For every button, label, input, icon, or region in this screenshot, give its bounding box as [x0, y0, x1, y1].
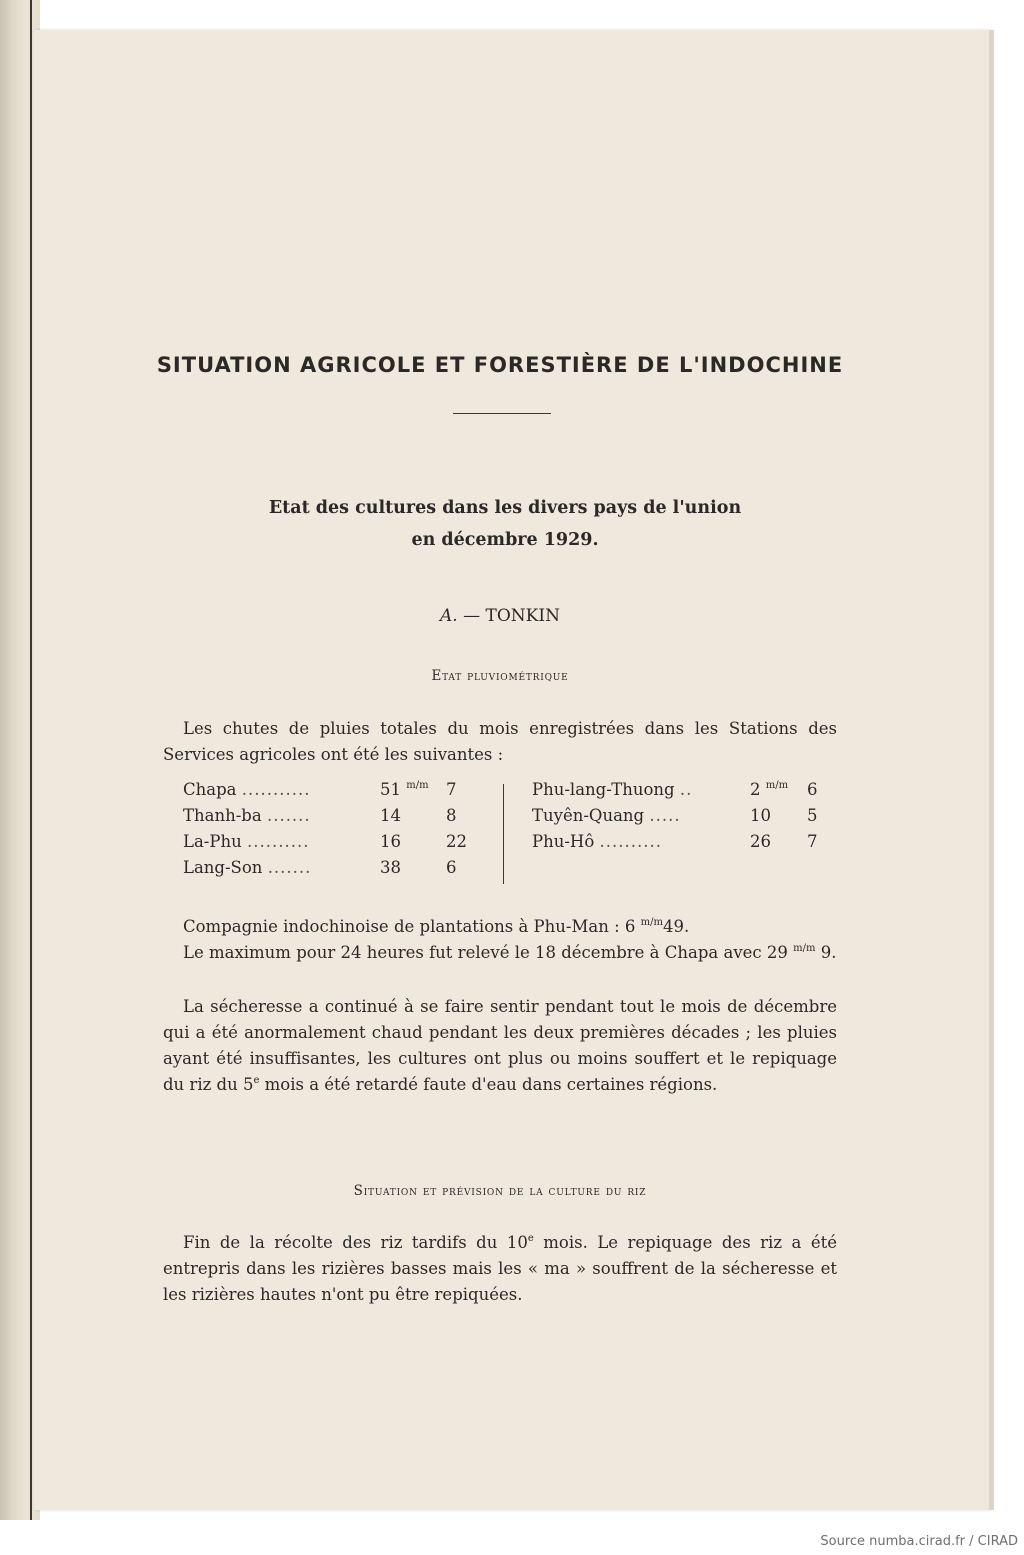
compagnie-paragraph	[163, 914, 837, 940]
maximum-text: Le maximum pour 24 heures fut relevé le 18 décembre à Chapa avec 29	[183, 943, 788, 962]
secheresse-paragraph	[163, 994, 837, 1098]
station-name: La-Phu	[183, 832, 242, 851]
unit-label: m/m	[793, 943, 816, 954]
section-letter: A.	[440, 606, 458, 626]
maximum-value: 9.	[820, 943, 837, 962]
station-name: Phu-lang-Thuong	[532, 780, 675, 799]
rainfall-table-left	[183, 780, 483, 884]
rainfall-decimal: 5	[807, 806, 818, 825]
rainfall-whole: 26	[750, 832, 771, 851]
station-name: Lang-Son	[183, 858, 263, 877]
section-name: — TONKIN	[463, 606, 560, 626]
page-edge	[989, 30, 994, 1510]
document-subtitle	[150, 492, 860, 556]
table-divider	[503, 784, 504, 884]
station-name: Chapa	[183, 780, 237, 799]
secheresse-text-end: mois a été retardé faute d'eau dans certaines régions.	[259, 1075, 718, 1094]
ordinal-suffix: e	[527, 1233, 534, 1244]
station-name: Thanh-ba	[183, 806, 262, 825]
dot-leaders: .....	[649, 806, 681, 825]
rainfall-decimal: 7	[807, 832, 818, 851]
rainfall-row	[532, 780, 832, 806]
document-title: SITUATION AGRICOLE ET FORESTIÈRE DE L'INDOCHINE	[156, 353, 844, 377]
rainfall-decimal: 6	[446, 858, 457, 877]
rainfall-row	[532, 806, 832, 832]
dot-leaders: ..	[679, 780, 693, 799]
intro-paragraph: Les chutes de pluies totales du mois enregistrées dans les Stations des Services agricoles ont été les suivantes :	[163, 719, 837, 764]
unit-label: m/m	[765, 780, 789, 791]
rainfall-whole: 38	[380, 858, 401, 877]
rainfall-row	[532, 832, 832, 858]
unit-label: m/m	[406, 780, 429, 791]
section-heading	[300, 606, 700, 626]
rainfall-row	[183, 858, 483, 884]
rainfall-decimal: 8	[446, 806, 457, 825]
rainfall-whole: 16	[380, 832, 401, 851]
dot-leaders: .......	[266, 806, 311, 825]
riz-text: Fin de la récolte des riz tardifs du 10	[183, 1233, 528, 1252]
compagnie-value: 49.	[662, 917, 690, 936]
heading-pluviometrique: Etat pluviométrique	[431, 668, 569, 684]
station-name: Tuyên-Quang	[532, 806, 645, 825]
rainfall-row	[183, 806, 483, 832]
rainfall-whole: 51	[380, 780, 401, 799]
ordinal-suffix: e	[253, 1075, 260, 1086]
rainfall-whole: 14	[380, 806, 401, 825]
rainfall-whole: 10	[750, 806, 771, 825]
dot-leaders: .......	[267, 858, 312, 877]
riz-text-end: mois. Le repiquage des riz a été entrepris dans les rizières basses mais les « ma » souffrent de la sécheresse et les rizières hautes n'ont pu être repiquées.	[163, 1233, 837, 1304]
riz-paragraph	[163, 1230, 837, 1308]
dot-leaders: ..........	[599, 832, 662, 851]
rainfall-table-right	[532, 780, 832, 858]
rainfall-decimal: 7	[446, 780, 457, 799]
unit-label: m/m	[640, 917, 663, 928]
binding-spine-line	[30, 0, 32, 1520]
rainfall-row	[183, 780, 483, 806]
source-credit: Source numba.cirad.fr / CIRAD	[820, 1534, 1018, 1549]
title-rule	[453, 413, 551, 414]
subtitle-line-1: Etat des cultures dans les divers pays de l'union	[268, 498, 742, 518]
rainfall-decimal: 6	[807, 780, 818, 799]
station-name: Phu-Hô	[532, 832, 595, 851]
rainfall-whole: 2	[750, 780, 761, 799]
subtitle-line-2: en décembre 1929.	[411, 530, 599, 550]
heading-culture-riz: Situation et prévision de la culture du riz	[353, 1183, 647, 1199]
dot-leaders: ...........	[241, 780, 311, 799]
secheresse-text: La sécheresse a continué à se faire sentir pendant tout le mois de décembre qui a été anormalement chaud pendant les deux premières décades ; les pluies ayant été insuffisantes, les cultures ont plus ou moins souffert et le repiquage du riz du 5	[163, 997, 837, 1094]
compagnie-text: Compagnie indochinoise de plantations à Phu-Man : 6	[183, 917, 636, 936]
dot-leaders: ..........	[246, 832, 310, 851]
rainfall-decimal: 22	[446, 832, 467, 851]
maximum-paragraph	[163, 940, 837, 966]
rainfall-row	[183, 832, 483, 858]
